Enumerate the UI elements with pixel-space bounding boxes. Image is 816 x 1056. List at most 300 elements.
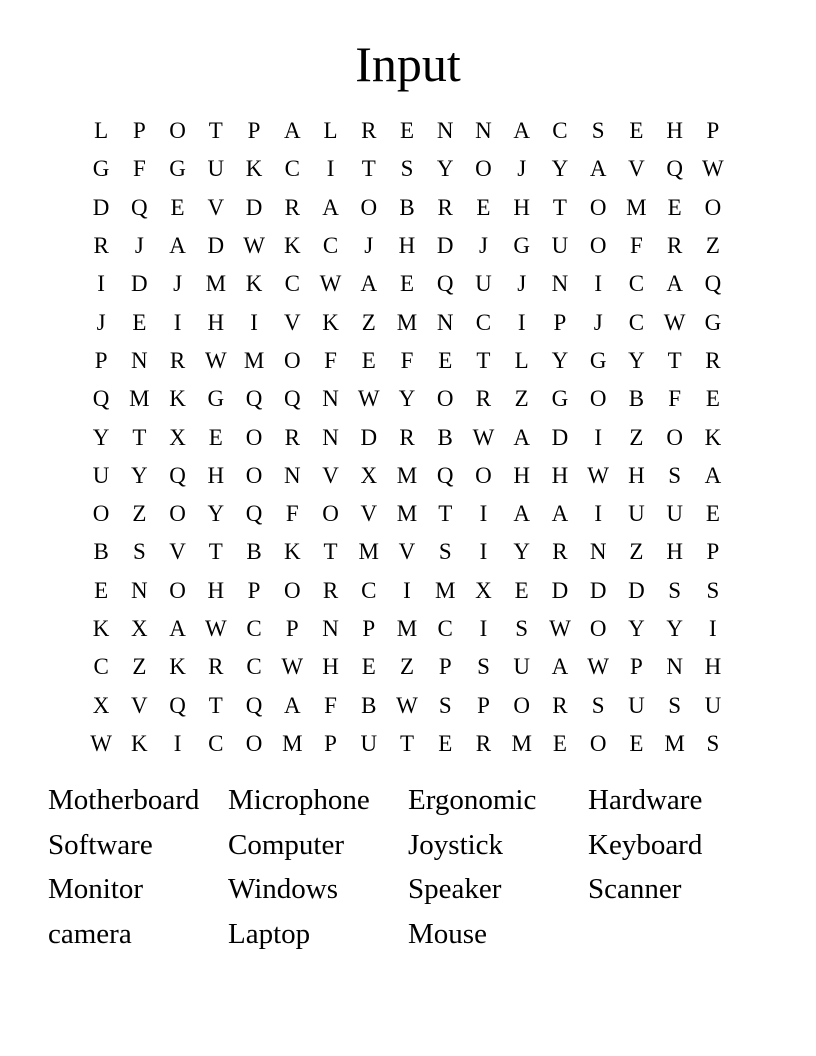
grid-letter: J — [517, 156, 527, 182]
grid-letter: R — [322, 577, 339, 603]
grid-letter: E — [132, 309, 147, 335]
grid-letter: E — [629, 118, 644, 144]
grid-letter: I — [479, 539, 488, 565]
grid-letter: I — [97, 271, 105, 297]
grid-letter: D — [436, 233, 454, 259]
grid-letter: W — [663, 309, 686, 335]
grid-letter: H — [207, 309, 225, 335]
grid-letter: Z — [514, 386, 529, 412]
grid-letter: C — [552, 118, 568, 144]
grid-letter: L — [323, 118, 338, 144]
grid-letter: Q — [245, 386, 263, 412]
grid-letter: M — [358, 539, 379, 565]
grid-letter: H — [513, 194, 530, 220]
letter-grid-body — [82, 112, 732, 763]
grid-letter: W — [319, 271, 342, 297]
grid-letter: N — [475, 118, 492, 144]
grid-letter: P — [553, 309, 567, 335]
grid-letter: M — [626, 194, 647, 220]
grid-letter: T — [438, 501, 453, 527]
grid-letter: Z — [132, 501, 147, 527]
grid-letter: L — [514, 347, 529, 373]
word-list — [48, 778, 768, 957]
grid-letter: Q — [131, 194, 148, 220]
grid-letter: T — [208, 118, 223, 144]
grid-letter: V — [169, 539, 186, 565]
grid-letter: R — [475, 386, 492, 412]
grid-letter: C — [628, 271, 645, 297]
grid-letter: W — [90, 730, 112, 756]
grid-letter: J — [593, 309, 603, 335]
grid-letter: D — [589, 577, 607, 603]
grid-letter: O — [589, 616, 607, 641]
grid-letter: C — [361, 577, 377, 603]
grid-letter: X — [92, 692, 110, 718]
grid-letter: N — [283, 462, 301, 488]
grid-letter: F — [132, 156, 146, 182]
grid-letter: A — [360, 271, 378, 297]
grid-letter: E — [170, 194, 185, 220]
grid-letter: W — [702, 156, 724, 182]
grid-letter: G — [207, 386, 225, 412]
grid-letter: S — [591, 692, 605, 718]
grid-letter: O — [169, 501, 186, 527]
grid-letter: D — [245, 194, 263, 220]
grid-letter: O — [475, 156, 492, 182]
grid-letter: U — [704, 692, 722, 718]
grid-letter: M — [282, 730, 303, 756]
grid-letter: I — [479, 501, 488, 527]
grid-letter: H — [666, 118, 683, 144]
grid-letter: U — [551, 233, 569, 259]
grid-letter: H — [398, 233, 416, 259]
grid-letter: C — [475, 309, 492, 335]
grid-letter: K — [169, 386, 186, 412]
grid-letter: Y — [628, 616, 645, 641]
grid-letter: S — [400, 156, 414, 182]
grid-letter: U — [92, 462, 110, 488]
word-list-item: Windows — [228, 873, 338, 906]
grid-row — [82, 380, 732, 418]
grid-letter: O — [283, 577, 301, 603]
grid-letter: S — [706, 577, 720, 603]
grid-letter: C — [437, 616, 453, 641]
grid-letter: C — [628, 309, 645, 335]
grid-letter: A — [322, 194, 339, 220]
grid-letter: S — [477, 654, 490, 680]
grid-letter: P — [94, 347, 108, 373]
grid-letter: A — [589, 156, 607, 182]
grid-letter: B — [93, 539, 109, 565]
grid-letter: I — [479, 616, 488, 641]
grid-letter: T — [323, 539, 338, 565]
grid-letter: L — [94, 118, 109, 144]
grid-letter: R — [552, 539, 568, 565]
grid-letter: R — [284, 194, 300, 220]
grid-letter: F — [668, 386, 682, 412]
grid-letter: W — [587, 462, 610, 488]
grid-letter: C — [93, 654, 109, 680]
grid-letter: S — [132, 539, 146, 565]
grid-letter: A — [666, 271, 683, 297]
grid-row — [82, 265, 732, 303]
grid-letter: R — [437, 194, 453, 220]
grid-letter: E — [552, 730, 567, 756]
grid-row — [82, 150, 732, 188]
grid-letter: I — [594, 271, 602, 297]
grid-letter: Z — [629, 424, 644, 450]
grid-letter: M — [511, 730, 532, 756]
grid-letter: C — [246, 616, 262, 641]
grid-letter: V — [131, 692, 148, 718]
grid-letter: Y — [92, 424, 110, 450]
grid-letter: Z — [399, 654, 415, 680]
grid-letter: U — [666, 501, 683, 527]
word-list-item: Keyboard — [588, 828, 703, 861]
grid-letter: R — [666, 233, 683, 259]
letter-grid — [82, 112, 732, 763]
grid-letter: N — [436, 118, 454, 144]
grid-letter: D — [207, 233, 225, 259]
grid-letter: J — [364, 233, 374, 259]
grid-letter: U — [513, 654, 530, 680]
grid-letter: M — [396, 462, 418, 488]
grid-letter: T — [667, 347, 682, 373]
word-list-item: Software — [48, 828, 153, 861]
grid-letter: X — [360, 462, 378, 488]
grid-letter: M — [205, 271, 227, 297]
grid-letter: K — [283, 539, 301, 565]
grid-letter: P — [247, 118, 261, 144]
grid-letter: P — [438, 654, 452, 680]
grid-letter: J — [134, 233, 144, 259]
grid-letter: H — [322, 654, 339, 680]
grid-letter: I — [326, 156, 335, 182]
grid-letter: M — [396, 309, 418, 335]
grid-letter: R — [705, 347, 721, 373]
grid-letter: I — [250, 309, 258, 335]
word-list-item: Joystick — [408, 828, 504, 861]
grid-letter: C — [246, 654, 262, 680]
grid-letter: R — [284, 424, 300, 450]
grid-letter: Y — [666, 616, 683, 641]
grid-letter: B — [361, 692, 377, 718]
grid-letter: A — [513, 118, 530, 144]
grid-letter: M — [129, 386, 150, 412]
grid-letter: S — [668, 692, 682, 718]
grid-row — [82, 342, 732, 380]
grid-letter: N — [131, 347, 148, 373]
grid-letter: Q — [169, 462, 186, 488]
word-list-item: camera — [48, 918, 132, 951]
grid-letter: O — [513, 692, 530, 718]
grid-letter: W — [396, 692, 418, 718]
grid-letter: B — [399, 194, 415, 220]
grid-letter: E — [399, 271, 415, 297]
grid-letter: J — [96, 309, 106, 335]
grid-letter: Z — [629, 539, 644, 565]
grid-letter: E — [514, 577, 529, 603]
grid-letter: D — [628, 577, 645, 603]
grid-letter: N — [131, 577, 148, 603]
grid-letter: U — [628, 692, 645, 718]
grid-letter: P — [630, 654, 643, 680]
grid-letter: R — [208, 654, 224, 680]
grid-letter: Q — [245, 501, 263, 527]
grid-letter: F — [324, 692, 337, 718]
grid-letter: T — [476, 347, 491, 373]
grid-letter: J — [517, 271, 527, 297]
grid-letter: W — [357, 386, 380, 412]
grid-letter: Q — [704, 271, 722, 297]
page-title: Input — [355, 36, 461, 92]
word-list-item: Speaker — [408, 873, 502, 906]
grid-letter: E — [705, 386, 720, 412]
grid-letter: A — [551, 501, 569, 527]
grid-row — [82, 189, 732, 227]
grid-letter: H — [551, 462, 569, 488]
grid-row — [82, 725, 732, 763]
word-list-item: Microphone — [228, 784, 370, 816]
grid-letter: X — [131, 616, 148, 641]
grid-letter: B — [246, 539, 262, 565]
grid-letter: S — [591, 118, 605, 144]
grid-letter: E — [438, 730, 453, 756]
grid-letter: O — [283, 347, 301, 373]
grid-letter: Y — [551, 347, 569, 373]
grid-letter: K — [169, 654, 186, 680]
grid-letter: A — [283, 118, 301, 144]
grid-letter: V — [628, 156, 645, 182]
grid-letter: Q — [169, 692, 186, 718]
grid-letter: F — [400, 347, 414, 373]
grid-letter: T — [132, 424, 147, 450]
grid-letter: Q — [666, 156, 683, 182]
grid-letter: D — [551, 424, 569, 450]
grid-letter: O — [92, 501, 110, 527]
grid-letter: G — [589, 347, 607, 373]
grid-row — [82, 648, 732, 686]
grid-letter: P — [285, 616, 299, 641]
grid-letter: P — [362, 616, 376, 641]
grid-row — [82, 572, 732, 610]
grid-letter: P — [477, 692, 490, 718]
grid-letter: I — [709, 616, 717, 641]
grid-letter: D — [551, 577, 569, 603]
grid-letter: P — [132, 118, 146, 144]
grid-letter: G — [704, 309, 722, 335]
word-list-item: Computer — [228, 828, 344, 861]
grid-letter: C — [284, 156, 300, 182]
grid-letter: K — [245, 156, 263, 182]
grid-row — [82, 227, 732, 265]
grid-letter: P — [706, 539, 720, 565]
grid-letter: O — [245, 424, 263, 450]
grid-letter: M — [664, 730, 685, 756]
grid-row — [82, 418, 732, 456]
grid-letter: P — [706, 118, 720, 144]
grid-row — [82, 457, 732, 495]
grid-letter: A — [704, 462, 722, 488]
grid-letter: U — [628, 501, 645, 527]
grid-letter: A — [513, 424, 530, 450]
grid-letter: J — [478, 233, 488, 259]
grid-letter: Y — [207, 501, 225, 527]
word-list-item: Scanner — [588, 873, 682, 906]
grid-letter: F — [324, 347, 337, 373]
grid-letter: O — [666, 424, 683, 450]
grid-letter: W — [243, 233, 265, 259]
grid-letter: I — [403, 577, 411, 603]
grid-letter: A — [513, 501, 530, 527]
grid-letter: T — [208, 692, 223, 718]
grid-letter: M — [396, 616, 418, 641]
word-list-item: Laptop — [228, 918, 311, 951]
grid-letter: Q — [436, 462, 454, 488]
grid-letter: V — [207, 194, 225, 220]
grid-letter: V — [283, 309, 301, 335]
grid-letter: O — [589, 730, 607, 756]
grid-letter: R — [399, 424, 415, 450]
grid-letter: H — [628, 462, 645, 488]
grid-letter: Q — [92, 386, 110, 412]
grid-letter: T — [399, 730, 415, 756]
grid-letter: G — [169, 156, 186, 182]
grid-letter: G — [92, 156, 110, 182]
grid-letter: R — [93, 233, 109, 259]
grid-letter: V — [360, 501, 378, 527]
grid-letter: S — [668, 577, 682, 603]
grid-letter: W — [204, 347, 227, 373]
word-list-item: Monitor — [48, 873, 144, 906]
grid-letter: E — [361, 347, 376, 373]
grid-letter: N — [436, 309, 454, 335]
grid-letter: S — [438, 692, 452, 718]
grid-letter: J — [173, 271, 183, 297]
grid-letter: T — [208, 539, 223, 565]
grid-letter: T — [552, 194, 567, 220]
word-list-item: Mouse — [408, 918, 487, 951]
grid-letter: S — [438, 539, 452, 565]
grid-letter: C — [284, 271, 300, 297]
grid-letter: O — [169, 118, 186, 144]
grid-letter: A — [169, 233, 186, 259]
grid-letter: Y — [513, 539, 530, 565]
grid-letter: I — [173, 309, 182, 335]
grid-letter: E — [208, 424, 223, 450]
grid-letter: W — [549, 616, 571, 641]
grid-letter: Z — [361, 309, 376, 335]
grid-letter: W — [204, 616, 227, 641]
word-list-item: Motherboard — [48, 784, 200, 816]
grid-letter: K — [704, 424, 722, 450]
grid-letter: Z — [705, 233, 720, 259]
grid-letter: Y — [398, 386, 416, 412]
grid-letter: N — [322, 424, 339, 450]
grid-letter: X — [169, 424, 186, 450]
grid-letter: W — [587, 654, 610, 680]
grid-letter: D — [92, 194, 110, 220]
grid-letter: S — [706, 730, 720, 756]
grid-letter: R — [475, 730, 492, 756]
grid-letter: T — [361, 156, 376, 182]
grid-letter: Y — [551, 156, 569, 182]
grid-letter: N — [551, 271, 569, 297]
grid-letter: Q — [245, 692, 263, 718]
grid-letter: O — [322, 501, 339, 527]
grid-letter: H — [207, 462, 225, 488]
grid-letter: R — [169, 347, 186, 373]
grid-letter: Y — [628, 347, 645, 373]
grid-letter: R — [552, 692, 568, 718]
grid-letter: K — [131, 730, 148, 756]
grid-letter: E — [399, 118, 415, 144]
grid-letter: S — [515, 616, 529, 641]
grid-letter: I — [594, 424, 602, 450]
grid-letter: K — [283, 233, 301, 259]
grid-letter: H — [513, 462, 530, 488]
grid-letter: K — [245, 271, 263, 297]
grid-row — [82, 533, 732, 571]
grid-letter: X — [475, 577, 492, 603]
grid-letter: O — [245, 462, 263, 488]
grid-letter: D — [131, 271, 148, 297]
grid-letter: C — [322, 233, 339, 259]
grid-letter: B — [628, 386, 645, 412]
grid-letter: I — [594, 501, 602, 527]
grid-letter: B — [437, 424, 453, 450]
word-list-item: Hardware — [588, 784, 703, 816]
grid-letter: Y — [436, 156, 454, 182]
grid-letter: E — [361, 654, 376, 680]
grid-letter: O — [245, 730, 263, 756]
grid-letter: E — [94, 577, 109, 603]
grid-row — [82, 112, 732, 150]
grid-letter: Q — [283, 386, 301, 412]
grid-letter: E — [476, 194, 491, 220]
grid-letter: H — [666, 539, 683, 565]
grid-letter: A — [169, 616, 186, 641]
grid-letter: P — [247, 577, 261, 603]
grid-letter: O — [475, 462, 492, 488]
grid-letter: D — [360, 424, 378, 450]
grid-row — [82, 610, 732, 648]
grid-row — [82, 303, 732, 341]
grid-letter: E — [438, 347, 453, 373]
grid-letter: O — [589, 386, 607, 412]
grid-letter: W — [472, 424, 495, 450]
grid-row — [82, 495, 732, 533]
grid-letter: E — [667, 194, 682, 220]
grid-letter: U — [360, 730, 378, 756]
grid-letter: S — [668, 462, 682, 488]
word-list-item: Ergonomic — [408, 784, 537, 816]
grid-letter: E — [629, 730, 644, 756]
grid-letter: K — [322, 309, 339, 335]
grid-letter: H — [207, 577, 225, 603]
grid-letter: E — [705, 501, 720, 527]
grid-letter: O — [169, 577, 186, 603]
grid-letter: F — [285, 501, 299, 527]
grid-letter: N — [322, 386, 339, 412]
grid-letter: O — [436, 386, 454, 412]
grid-letter: O — [704, 194, 722, 220]
grid-letter: M — [243, 347, 265, 373]
grid-letter: Y — [131, 462, 148, 488]
grid-letter: V — [398, 539, 416, 565]
grid-letter: F — [630, 233, 643, 259]
grid-letter: U — [207, 156, 225, 182]
